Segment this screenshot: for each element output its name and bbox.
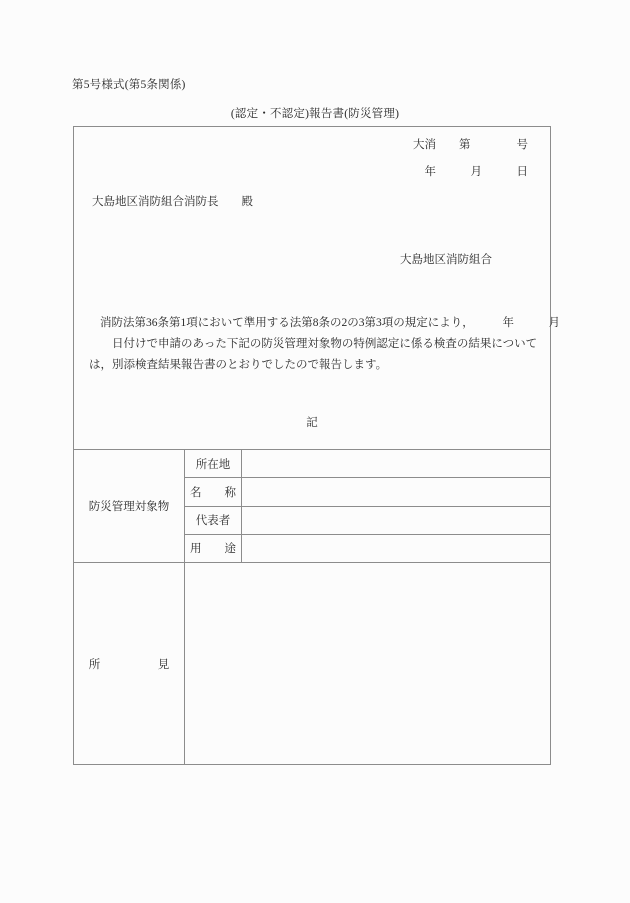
letterhead-section (74, 127, 560, 450)
target-building-header: 防災管理対象物 (74, 450, 185, 562)
table-row (185, 507, 550, 535)
addressee-line: 大島地区消防組合消防長 殿 (92, 196, 253, 208)
table-row (185, 478, 550, 506)
row-value-representative[interactable] (242, 507, 550, 534)
form-frame (73, 126, 560, 765)
body-line-3: は，別添検査結果報告書のとおりでしたので報告します。 (89, 359, 388, 371)
table-row (185, 450, 550, 478)
target-building-table (74, 450, 550, 563)
row-label-location: 所在地 (185, 450, 242, 477)
table-row (185, 535, 550, 562)
row-label-usage: 用 途 (185, 535, 242, 562)
findings-label: 所 見 (74, 563, 185, 765)
ki-marker: 記 (306, 417, 318, 429)
issuer-line: 大島地区消防組合 (400, 254, 492, 266)
findings-value[interactable] (185, 563, 550, 765)
findings-section (74, 563, 550, 765)
row-value-usage[interactable] (242, 535, 550, 562)
row-value-location[interactable] (242, 450, 550, 477)
form-code: 第5号様式(第5条関係) (72, 79, 186, 91)
document-title: (認定・不認定)報告書(防災管理) (230, 108, 400, 120)
document-date-field[interactable]: 年 月 日 (424, 166, 528, 178)
target-building-rows (185, 450, 550, 562)
row-label-representative: 代表者 (185, 507, 242, 534)
row-value-name[interactable] (242, 478, 550, 505)
body-line-1: 消防法第36条第1項において準用する法第8条の2の3第3項の規定により， 年 月 (100, 317, 560, 329)
document-number-field[interactable]: 大消 第 号 (413, 139, 528, 151)
body-paragraph (89, 313, 560, 376)
row-label-name: 名 称 (185, 478, 242, 505)
body-line-2: 日付けで申請のあった下記の防災管理対象物の特例認定に係る検査の結果について (112, 338, 538, 350)
